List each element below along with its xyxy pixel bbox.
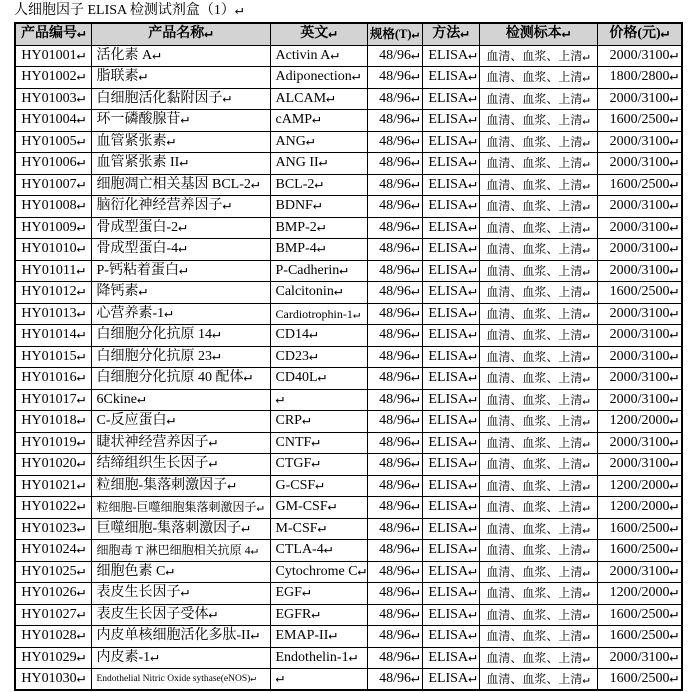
method-cell: ELISA↵ (422, 110, 479, 132)
sample-type-cell: 血清、血浆、上清↵ (479, 174, 597, 196)
table-row (15, 45, 682, 67)
table-row (15, 497, 682, 519)
table-row (15, 454, 682, 476)
english-name-cell: CD40L↵ (270, 368, 367, 390)
sample-type-cell: 血清、血浆、上清↵ (479, 153, 597, 175)
table-row (15, 131, 682, 153)
method-cell: ELISA↵ (422, 88, 479, 110)
table-row (15, 260, 682, 282)
table-row (15, 583, 682, 605)
english-name-cell: CD14↵ (270, 325, 367, 347)
method-cell: ELISA↵ (422, 217, 479, 239)
product-code-cell: HY01021↵ (15, 475, 91, 497)
table-row (15, 325, 682, 347)
price-cell: 1600/2500↵ (597, 174, 682, 196)
english-name-cell: ↵ (270, 669, 367, 691)
table-row (15, 303, 682, 325)
product-name-cell: 巨噬细胞-集落刺激因子↵ (91, 518, 270, 540)
product-code-cell: HY01029↵ (15, 647, 91, 669)
sample-type-cell: 血清、血浆、上清↵ (479, 303, 597, 325)
price-cell: 2000/3100↵ (597, 647, 682, 669)
spec-cell: 48/96↵ (367, 196, 422, 218)
product-code-cell: HY01005↵ (15, 131, 91, 153)
price-cell: 2000/3100↵ (597, 88, 682, 110)
product-name-cell: 睫状神经营养因子↵ (91, 432, 270, 454)
sample-type-cell: 血清、血浆、上清↵ (479, 475, 597, 497)
spec-cell: 48/96↵ (367, 604, 422, 626)
header-spec: 规格(T)↵ (367, 23, 422, 45)
price-cell: 1200/2000↵ (597, 411, 682, 433)
sample-type-cell: 血清、血浆、上清↵ (479, 110, 597, 132)
sample-type-cell: 血清、血浆、上清↵ (479, 454, 597, 476)
english-name-cell: EMAP-II↵ (270, 626, 367, 648)
english-name-cell: Cytochrome C↵ (270, 561, 367, 583)
product-name-cell: 细胞毒 T 淋巴细胞相关抗原 4↵ (91, 540, 270, 562)
spec-cell: 48/96↵ (367, 626, 422, 648)
product-code-cell: HY01026↵ (15, 583, 91, 605)
sample-type-cell: 血清、血浆、上清↵ (479, 131, 597, 153)
price-cell: 2000/3100↵ (597, 131, 682, 153)
product-name-cell: 血管紧张素↵ (91, 131, 270, 153)
method-cell: ELISA↵ (422, 239, 479, 261)
method-cell: ELISA↵ (422, 174, 479, 196)
sample-type-cell: 血清、血浆、上清↵ (479, 217, 597, 239)
product-code-cell: HY01002↵ (15, 67, 91, 89)
spec-cell: 48/96↵ (367, 153, 422, 175)
product-code-cell: HY01003↵ (15, 88, 91, 110)
sample-type-cell: 血清、血浆、上清↵ (479, 346, 597, 368)
product-name-cell: 脑衍化神经营养因子↵ (91, 196, 270, 218)
sample-type-cell: 血清、血浆、上清↵ (479, 583, 597, 605)
sample-type-cell: 血清、血浆、上清↵ (479, 67, 597, 89)
spec-cell: 48/96↵ (367, 110, 422, 132)
method-cell: ELISA↵ (422, 475, 479, 497)
product-name-cell: 粒细胞-集落刺激因子↵ (91, 475, 270, 497)
price-cell: 2000/3100↵ (597, 196, 682, 218)
spec-cell: 48/96↵ (367, 217, 422, 239)
product-code-cell: HY01001↵ (15, 45, 91, 67)
product-code-cell: HY01007↵ (15, 174, 91, 196)
table-row (15, 239, 682, 261)
product-name-cell: 白细胞分化抗原 14↵ (91, 325, 270, 347)
spec-cell: 48/96↵ (367, 346, 422, 368)
product-code-cell: HY01020↵ (15, 454, 91, 476)
product-code-cell: HY01010↵ (15, 239, 91, 261)
price-cell: 2000/3100↵ (597, 368, 682, 390)
method-cell: ELISA↵ (422, 303, 479, 325)
price-cell: 2000/3100↵ (597, 454, 682, 476)
method-cell: ELISA↵ (422, 518, 479, 540)
header-product-name: 产品名称↵ (91, 23, 270, 45)
english-name-cell: EGF↵ (270, 583, 367, 605)
product-code-cell: HY01012↵ (15, 282, 91, 304)
method-cell: ELISA↵ (422, 669, 479, 691)
price-cell: 1600/2500↵ (597, 540, 682, 562)
method-cell: ELISA↵ (422, 604, 479, 626)
price-cell: 2000/3100↵ (597, 346, 682, 368)
product-code-cell: HY01011↵ (15, 260, 91, 282)
table-row (15, 475, 682, 497)
method-cell: ELISA↵ (422, 153, 479, 175)
english-name-cell: CTGF↵ (270, 454, 367, 476)
english-name-cell: ↵ (270, 389, 367, 411)
method-cell: ELISA↵ (422, 561, 479, 583)
method-cell: ELISA↵ (422, 389, 479, 411)
table-row (15, 88, 682, 110)
method-cell: ELISA↵ (422, 368, 479, 390)
method-cell: ELISA↵ (422, 346, 479, 368)
product-name-cell: C-反应蛋白↵ (91, 411, 270, 433)
product-code-cell: HY01017↵ (15, 389, 91, 411)
price-cell: 2000/3100↵ (597, 45, 682, 67)
table-header-row (15, 23, 682, 45)
product-code-cell: HY01028↵ (15, 626, 91, 648)
sample-type-cell: 血清、血浆、上清↵ (479, 518, 597, 540)
table-row (15, 604, 682, 626)
product-name-cell: 白细胞分化抗原 40 配体↵ (91, 368, 270, 390)
price-cell: 2000/3100↵ (597, 432, 682, 454)
price-cell: 1600/2500↵ (597, 518, 682, 540)
product-code-cell: HY01027↵ (15, 604, 91, 626)
sample-type-cell: 血清、血浆、上清↵ (479, 260, 597, 282)
spec-cell: 48/96↵ (367, 131, 422, 153)
price-cell: 1600/2500↵ (597, 669, 682, 691)
price-cell: 2000/3100↵ (597, 325, 682, 347)
sample-type-cell: 血清、血浆、上清↵ (479, 88, 597, 110)
method-cell: ELISA↵ (422, 497, 479, 519)
price-cell: 1600/2500↵ (597, 282, 682, 304)
spec-cell: 48/96↵ (367, 669, 422, 691)
product-name-cell: 白细胞分化抗原 23↵ (91, 346, 270, 368)
english-name-cell: EGFR↵ (270, 604, 367, 626)
method-cell: ELISA↵ (422, 647, 479, 669)
price-cell: 1600/2500↵ (597, 626, 682, 648)
product-name-cell: 降钙素↵ (91, 282, 270, 304)
table-row (15, 153, 682, 175)
english-name-cell: ANG↵ (270, 131, 367, 153)
table-row (15, 389, 682, 411)
english-name-cell: M-CSF↵ (270, 518, 367, 540)
price-cell: 1200/2000↵ (597, 475, 682, 497)
spec-cell: 48/96↵ (367, 432, 422, 454)
sample-type-cell: 血清、血浆、上清↵ (479, 239, 597, 261)
price-cell: 2000/3100↵ (597, 303, 682, 325)
product-code-cell: HY01023↵ (15, 518, 91, 540)
price-cell: 1600/2500↵ (597, 110, 682, 132)
spec-cell: 48/96↵ (367, 454, 422, 476)
spec-cell: 48/96↵ (367, 260, 422, 282)
english-name-cell: BDNF↵ (270, 196, 367, 218)
english-name-cell: CRP↵ (270, 411, 367, 433)
english-name-cell: BMP-2↵ (270, 217, 367, 239)
price-cell: 1600/2500↵ (597, 604, 682, 626)
product-code-cell: HY01004↵ (15, 110, 91, 132)
sample-type-cell: 血清、血浆、上清↵ (479, 411, 597, 433)
product-name-cell: 结缔组织生长因子↵ (91, 454, 270, 476)
product-name-cell: 活化素 A↵ (91, 45, 270, 67)
spec-cell: 48/96↵ (367, 67, 422, 89)
price-cell: 1200/2000↵ (597, 583, 682, 605)
product-name-cell: 粒细胞-巨噬细胞集落刺激因子↵ (91, 497, 270, 519)
spec-cell: 48/96↵ (367, 475, 422, 497)
table-row (15, 518, 682, 540)
spec-cell: 48/96↵ (367, 561, 422, 583)
product-name-cell: 内皮素-1↵ (91, 647, 270, 669)
english-name-cell: BCL-2↵ (270, 174, 367, 196)
sample-type-cell: 血清、血浆、上清↵ (479, 45, 597, 67)
method-cell: ELISA↵ (422, 626, 479, 648)
product-code-cell: HY01014↵ (15, 325, 91, 347)
spec-cell: 48/96↵ (367, 389, 422, 411)
spec-cell: 48/96↵ (367, 583, 422, 605)
product-code-cell: HY01015↵ (15, 346, 91, 368)
product-code-cell: HY01025↵ (15, 561, 91, 583)
sample-type-cell: 血清、血浆、上清↵ (479, 432, 597, 454)
sample-type-cell: 血清、血浆、上清↵ (479, 389, 597, 411)
sample-type-cell: 血清、血浆、上清↵ (479, 647, 597, 669)
header-price: 价格(元)↵ (597, 23, 682, 45)
product-name-cell: 心营养素-1↵ (91, 303, 270, 325)
sample-type-cell: 血清、血浆、上清↵ (479, 196, 597, 218)
table-row (15, 110, 682, 132)
english-name-cell: Cardiotrophin-1↵ (270, 303, 367, 325)
product-name-cell: 表皮生长因子↵ (91, 583, 270, 605)
english-name-cell: cAMP↵ (270, 110, 367, 132)
english-name-cell: CNTF↵ (270, 432, 367, 454)
method-cell: ELISA↵ (422, 45, 479, 67)
table-row (15, 174, 682, 196)
product-code-cell: HY01009↵ (15, 217, 91, 239)
product-code-cell: HY01030↵ (15, 669, 91, 691)
product-name-cell: 脂联素↵ (91, 67, 270, 89)
method-cell: ELISA↵ (422, 325, 479, 347)
product-code-cell: HY01006↵ (15, 153, 91, 175)
header-english-name: 英文↵ (270, 23, 367, 45)
english-name-cell: ALCAM↵ (270, 88, 367, 110)
english-name-cell: Endothelin-1↵ (270, 647, 367, 669)
sample-type-cell: 血清、血浆、上清↵ (479, 497, 597, 519)
price-cell: 2000/3100↵ (597, 260, 682, 282)
header-method: 方法↵ (422, 23, 479, 45)
method-cell: ELISA↵ (422, 196, 479, 218)
product-name-cell: 细胞凋亡相关基因 BCL-2↵ (91, 174, 270, 196)
table-row (15, 67, 682, 89)
sample-type-cell: 血清、血浆、上清↵ (479, 282, 597, 304)
spec-cell: 48/96↵ (367, 647, 422, 669)
sample-type-cell: 血清、血浆、上清↵ (479, 325, 597, 347)
method-cell: ELISA↵ (422, 432, 479, 454)
method-cell: ELISA↵ (422, 454, 479, 476)
spec-cell: 48/96↵ (367, 303, 422, 325)
table-row (15, 411, 682, 433)
spec-cell: 48/96↵ (367, 518, 422, 540)
english-name-cell: GM-CSF↵ (270, 497, 367, 519)
product-code-cell: HY01013↵ (15, 303, 91, 325)
table-row (15, 626, 682, 648)
product-code-cell: HY01008↵ (15, 196, 91, 218)
english-name-cell: ANG II↵ (270, 153, 367, 175)
spec-cell: 48/96↵ (367, 239, 422, 261)
english-name-cell: CD23↵ (270, 346, 367, 368)
english-name-cell: Adiponection↵ (270, 67, 367, 89)
sample-type-cell: 血清、血浆、上清↵ (479, 604, 597, 626)
spec-cell: 48/96↵ (367, 325, 422, 347)
english-name-cell: P-Cadherin↵ (270, 260, 367, 282)
table-row (15, 217, 682, 239)
product-name-cell: 表皮生长因子受体↵ (91, 604, 270, 626)
method-cell: ELISA↵ (422, 131, 479, 153)
product-code-cell: HY01018↵ (15, 411, 91, 433)
spec-cell: 48/96↵ (367, 411, 422, 433)
table-row (15, 561, 682, 583)
english-name-cell: Activin A↵ (270, 45, 367, 67)
spec-cell: 48/96↵ (367, 282, 422, 304)
spec-cell: 48/96↵ (367, 88, 422, 110)
method-cell: ELISA↵ (422, 411, 479, 433)
price-cell: 2000/3100↵ (597, 239, 682, 261)
price-cell: 1200/2000↵ (597, 497, 682, 519)
spec-cell: 48/96↵ (367, 540, 422, 562)
product-name-cell: 环一磷酸腺苷↵ (91, 110, 270, 132)
product-name-cell: 骨成型蛋白-4↵ (91, 239, 270, 261)
english-name-cell: G-CSF↵ (270, 475, 367, 497)
method-cell: ELISA↵ (422, 583, 479, 605)
price-cell: 2000/3100↵ (597, 153, 682, 175)
sample-type-cell: 血清、血浆、上清↵ (479, 669, 597, 691)
header-product-code: 产品编号↵ (15, 23, 91, 45)
table-row (15, 282, 682, 304)
document-title: 人细胞因子 ELISA 检测试剂盒（1）↵ (14, 3, 244, 18)
product-code-cell: HY01019↵ (15, 432, 91, 454)
product-name-cell: 骨成型蛋白-2↵ (91, 217, 270, 239)
product-name-cell: 白细胞活化黏附因子↵ (91, 88, 270, 110)
product-code-cell: HY01022↵ (15, 497, 91, 519)
table-row (15, 540, 682, 562)
table-row (15, 196, 682, 218)
product-name-cell: Endothelial Nitric Oxide sythase(eNOS)↵ (91, 669, 270, 691)
sample-type-cell: 血清、血浆、上清↵ (479, 368, 597, 390)
english-name-cell: BMP-4↵ (270, 239, 367, 261)
price-cell: 2000/3100↵ (597, 561, 682, 583)
table-row (15, 432, 682, 454)
product-name-cell: 细胞色素 C↵ (91, 561, 270, 583)
method-cell: ELISA↵ (422, 540, 479, 562)
table-row (15, 368, 682, 390)
method-cell: ELISA↵ (422, 67, 479, 89)
product-name-cell: 血管紧张素 II↵ (91, 153, 270, 175)
spec-cell: 48/96↵ (367, 368, 422, 390)
method-cell: ELISA↵ (422, 260, 479, 282)
product-code-cell: HY01016↵ (15, 368, 91, 390)
spec-cell: 48/96↵ (367, 174, 422, 196)
method-cell: ELISA↵ (422, 282, 479, 304)
table-row (15, 647, 682, 669)
product-code-cell: HY01024↵ (15, 540, 91, 562)
sample-type-cell: 血清、血浆、上清↵ (479, 540, 597, 562)
spec-cell: 48/96↵ (367, 45, 422, 67)
table-row (15, 346, 682, 368)
price-cell: 2000/3100↵ (597, 389, 682, 411)
product-table (14, 22, 683, 691)
header-sample-type: 检测标本↵ (479, 23, 597, 45)
english-name-cell: CTLA-4↵ (270, 540, 367, 562)
sample-type-cell: 血清、血浆、上清↵ (479, 626, 597, 648)
price-cell: 2000/3100↵ (597, 217, 682, 239)
product-name-cell: 内皮单核细胞活化多肽-II↵ (91, 626, 270, 648)
price-cell: 1800/2800↵ (597, 67, 682, 89)
product-name-cell: 6Ckine↵ (91, 389, 270, 411)
table-row (15, 669, 682, 691)
sample-type-cell: 血清、血浆、上清↵ (479, 561, 597, 583)
product-name-cell: P-钙粘着蛋白↵ (91, 260, 270, 282)
spec-cell: 48/96↵ (367, 497, 422, 519)
english-name-cell: Calcitonin↵ (270, 282, 367, 304)
